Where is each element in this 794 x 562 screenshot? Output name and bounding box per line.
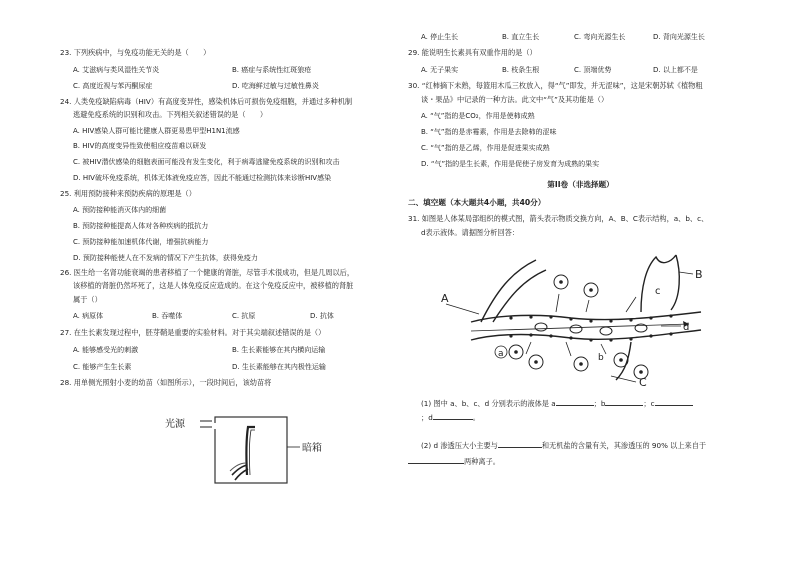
label-liquid-a: a — [498, 349, 504, 359]
q30-option-b[interactable]: B. “气”指的是赤霉素，作用是去除柿的涩味 — [421, 128, 557, 136]
q24-option-d[interactable]: D. HIV破坏免疫系统，机体无体液免疫应答，因此不能通过检测抗体来诊断HIV感染 — [73, 174, 332, 182]
q28-option-b[interactable]: B. 直立生长 — [502, 33, 540, 41]
label-liquid-b: b — [598, 353, 604, 363]
q23-stem: 23. 下列疾病中，与免疫功能无关的是（ ） — [60, 48, 211, 57]
answer-blank-c[interactable] — [655, 398, 693, 406]
vessel-a-wall-1 — [481, 260, 536, 322]
label-structure-a: A — [441, 292, 449, 305]
q25-option-b[interactable]: B. 预防接种能提高人体对各种疾病的抵抗力 — [73, 222, 209, 230]
q27-option-c[interactable]: C. 能够产生生长素 — [73, 363, 132, 371]
q28-option-a[interactable]: A. 停止生长 — [421, 33, 459, 41]
section-2-title: 第II卷（非选择题） — [547, 180, 614, 189]
q23-option-b[interactable]: B. 癌症与系统性红斑狼疮 — [232, 66, 312, 74]
tissue-cells — [509, 275, 648, 379]
q28-stem: 28. 用单侧光照射小麦的幼苗（如图所示），一段时间后，该幼苗将 — [60, 378, 272, 387]
q26-option-a[interactable]: A. 病原体 — [73, 312, 104, 320]
q29-stem: 29. 能说明生长素具有双重作用的是（） — [408, 48, 537, 57]
answer-blank-osmotic[interactable] — [498, 440, 542, 448]
capillary-endothelium — [509, 314, 672, 341]
q25-option-a[interactable]: A. 预防接种能消灭体内的细菌 — [73, 206, 167, 214]
q31-sub1-prefix: (1) 图中 a、b、c、d 分别表示的液体是 a — [421, 399, 556, 408]
q26-option-b[interactable]: B. 吞噬体 — [152, 312, 183, 320]
light-source-label: 光源 — [165, 419, 185, 430]
q24-option-c[interactable]: C. 被HIV潜伏感染的细胞表面可能没有发生变化，利于病毒逃避免疫系统的识别和攻击 — [73, 158, 340, 166]
q31-sub1-cont — [421, 412, 480, 423]
q30-stem-2: 谈・果品》中记录的一种方法。此文中“气”及其功能是（） — [421, 95, 609, 104]
seedling-dark-box-figure — [160, 405, 340, 485]
q28-option-c[interactable]: C. 弯向光源生长 — [574, 33, 626, 41]
lymph-capillary-wall-2 — [671, 255, 679, 310]
q31-sub1-d: ；d — [421, 413, 433, 422]
q31-sub2-prefix: (2) d 渗透压大小主要与 — [421, 441, 498, 450]
q29-option-b[interactable]: B. 枝条生根 — [502, 66, 540, 74]
q27-stem: 27. 在生长素发现过程中，胚芽鞘是重要的实验材料。对于其尖端叙述错误的是（） — [60, 328, 326, 337]
answer-blank-b[interactable] — [605, 398, 643, 406]
q26-option-d[interactable]: D. 抗体 — [310, 312, 334, 320]
capillary-upper-wall — [471, 312, 701, 322]
q29-option-a[interactable]: A. 无子果实 — [421, 66, 459, 74]
q31-sub1-c: ；c — [643, 399, 655, 408]
capillary-lower-wall — [471, 330, 701, 340]
q27-option-b[interactable]: B. 生长素能够在其内横向运输 — [232, 346, 326, 354]
q31-sub2 — [421, 440, 706, 451]
q30-stem-1: 30. “红柿摘下未熟，每篮用木瓜三枚放入，得“气”即发，并无涩味”，这是宋朝苏轼《植物粗 — [408, 81, 703, 90]
lymph-capillary-wall-1 — [641, 255, 676, 312]
answer-blank-d[interactable] — [433, 412, 473, 420]
q31-sub1 — [421, 398, 693, 409]
exchange-arrows — [526, 294, 636, 356]
q24-option-b[interactable]: B. HIV的高度变异性致使相应疫苗难以研发 — [73, 142, 207, 150]
q31-sub1-b: ；b — [593, 399, 606, 408]
capillary-flow-arrow — [471, 324, 689, 331]
q26-stem-3: 属于（） — [73, 295, 102, 304]
q27-option-d[interactable]: D. 生长素能够在其内极性运输 — [232, 363, 326, 371]
label-b-leader — [679, 272, 693, 274]
q31-stem-1: 31. 如图是人体某局部组织的模式图，箭头表示物质交换方向，A、B、C表示结构，a、b、c、 — [408, 214, 709, 223]
q25-stem: 25. 利用预防接种来预防疾病的原理是（） — [60, 189, 196, 198]
label-c-leader — [611, 376, 636, 382]
dark-box-label: 暗箱 — [302, 443, 322, 454]
q26-option-c[interactable]: C. 抗原 — [232, 312, 256, 320]
tissue-diagram — [441, 252, 711, 392]
seedling-stem-inner — [249, 430, 255, 475]
q23-option-d[interactable]: D. 吃海鲜过敏与过敏性鼻炎 — [232, 82, 319, 90]
q26-stem-1: 26. 医生给一名肾功能衰竭的患者移植了一个健康的肾脏，尽管手术很成功，但是几周以后， — [60, 268, 355, 277]
q30-option-c[interactable]: C. “气”指的是乙烯，作用是促进果实成熟 — [421, 144, 550, 152]
q24-option-a[interactable]: A. HIV感染人群可能比健康人群更易患甲型H1N1流感 — [73, 127, 240, 135]
q28-option-d[interactable]: D. 背向光源生长 — [653, 33, 705, 41]
vessel-a-wall-2 — [493, 270, 546, 322]
q31-sub2-mid: 和无机盐的含量有关，其渗透压的 90% 以上来自于 — [541, 441, 707, 450]
answer-blank-a[interactable] — [556, 398, 594, 406]
label-a-leader — [446, 304, 479, 314]
q31-sub1-end: 。 — [472, 413, 480, 422]
q24-stem-2: 逃避免疫系统的识别和攻击。下列相关叙述错误的是（ ） — [73, 110, 268, 119]
q24-stem-1: 24. 人类免疫缺陷病毒（HIV）有高度变异性，感染机体后可损伤免疫细胞，并通过多种机制 — [60, 97, 353, 106]
q31-sub2-cont — [408, 456, 500, 467]
label-structure-b: B — [695, 268, 703, 281]
q25-option-d[interactable]: D. 预防接种能使人在不发病的情况下产生抗体，获得免疫力 — [73, 254, 258, 262]
q30-option-d[interactable]: D. “气”指的是生长素，作用是促使子房发育为成熟的果实 — [421, 160, 600, 168]
label-liquid-c: c — [655, 286, 661, 297]
q23-option-c[interactable]: C. 高度近视与苯丙酮尿症 — [73, 82, 153, 90]
q29-option-d[interactable]: D. 以上都不是 — [653, 66, 698, 74]
q27-option-a[interactable]: A. 能够感受光的刺激 — [73, 346, 139, 354]
cell-nuclei — [514, 280, 643, 374]
q25-option-c[interactable]: C. 预防接种能加速机体代谢，增强抗病能力 — [73, 238, 209, 246]
part-2-title: 二、填空题（本大题共4小题，共40分） — [408, 198, 546, 207]
q31-sub2-end: 两种离子。 — [464, 457, 500, 466]
q31-stem-2: d表示液体。请据图分析回答： — [421, 228, 520, 237]
q26-stem-2: 该移植的肾脏仍然坏死了，这是人体免疫反应造成的。在这个免疫反应中，被移植的肾脏 — [73, 281, 354, 290]
vessel-c-wall — [616, 342, 631, 380]
q23-option-a[interactable]: A. 艾滋病与类风湿性关节炎 — [73, 66, 160, 74]
label-structure-c: C — [639, 376, 647, 389]
answer-blank-ions[interactable] — [408, 456, 464, 464]
q30-option-a[interactable]: A. “气”指的是CO₂，作用是使柿成熟 — [421, 112, 535, 120]
label-liquid-d: d — [683, 322, 690, 333]
q29-option-c[interactable]: C. 顶端优势 — [574, 66, 612, 74]
blood-cells — [535, 323, 647, 335]
